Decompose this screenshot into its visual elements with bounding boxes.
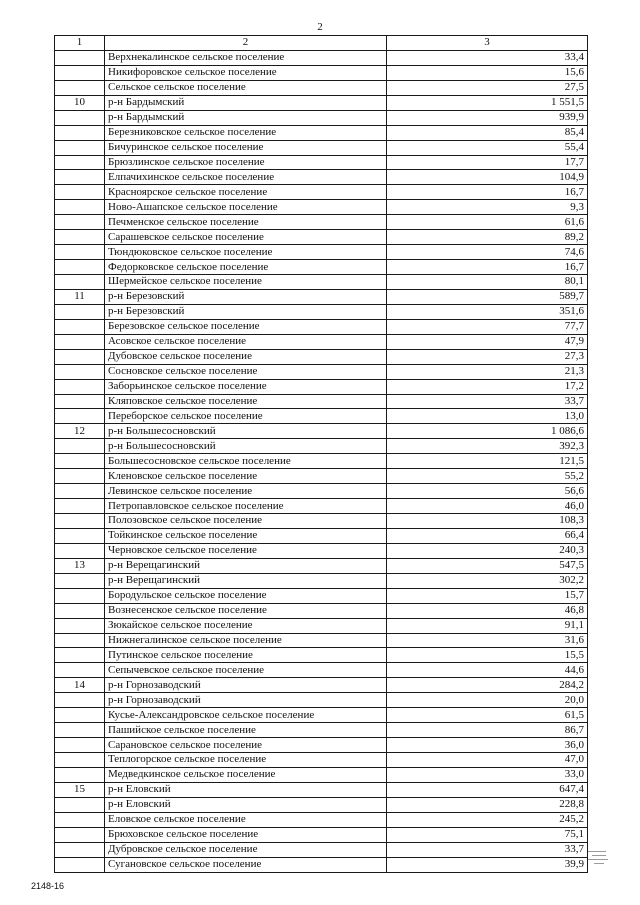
row-number — [55, 80, 105, 95]
row-name: р-н Большесосновский — [105, 439, 387, 454]
table-row — [55, 155, 588, 170]
row-number — [55, 65, 105, 80]
table-row — [55, 215, 588, 230]
row-value: 74,6 — [387, 245, 588, 260]
row-value: 589,7 — [387, 289, 588, 304]
table-row — [55, 95, 588, 110]
row-value: 77,7 — [387, 319, 588, 334]
row-value: 1 086,6 — [387, 424, 588, 439]
table-row — [55, 334, 588, 349]
row-number — [55, 543, 105, 558]
row-value: 33,7 — [387, 842, 588, 857]
table-row — [55, 499, 588, 514]
row-name: Сосновское сельское поселение — [105, 364, 387, 379]
row-number — [55, 603, 105, 618]
row-value: 547,5 — [387, 558, 588, 573]
row-number — [55, 215, 105, 230]
document-code: 2148-16 — [31, 881, 65, 891]
row-number — [55, 349, 105, 364]
table-row — [55, 648, 588, 663]
table-row — [55, 782, 588, 797]
table-row — [55, 753, 588, 768]
row-value: 351,6 — [387, 304, 588, 319]
row-value: 16,7 — [387, 260, 588, 275]
table-row — [55, 289, 588, 304]
row-value: 9,3 — [387, 200, 588, 215]
table-row — [55, 514, 588, 529]
row-name: Сепычевское сельское поселение — [105, 663, 387, 678]
table-row — [55, 170, 588, 185]
row-number — [55, 618, 105, 633]
row-name: Кленовское сельское поселение — [105, 469, 387, 484]
table-row — [55, 319, 588, 334]
row-name: Теплогорское сельское поселение — [105, 753, 387, 768]
table-row — [55, 80, 588, 95]
row-number: 11 — [55, 289, 105, 304]
row-name: Большесосновское сельское поселение — [105, 454, 387, 469]
row-value: 33,4 — [387, 50, 588, 65]
row-value: 55,2 — [387, 469, 588, 484]
row-number: 13 — [55, 558, 105, 573]
row-name: Федорковское сельское поселение — [105, 260, 387, 275]
row-name: Зюкайское сельское поселение — [105, 618, 387, 633]
table-row — [55, 558, 588, 573]
row-name: Петропавловское сельское поселение — [105, 499, 387, 514]
row-name: Заборьинское сельское поселение — [105, 379, 387, 394]
row-name: Черновское сельское поселение — [105, 543, 387, 558]
row-name: Медведкинское сельское поселение — [105, 767, 387, 782]
row-value: 15,5 — [387, 648, 588, 663]
scan-mark — [588, 848, 610, 878]
table-row — [55, 723, 588, 738]
row-name: р-н Бардымский — [105, 95, 387, 110]
row-number: 10 — [55, 95, 105, 110]
row-value: 284,2 — [387, 678, 588, 693]
row-number: 15 — [55, 782, 105, 797]
row-value: 44,6 — [387, 663, 588, 678]
row-number — [55, 170, 105, 185]
column-header-number: 1 — [55, 36, 105, 51]
table-row — [55, 528, 588, 543]
row-value: 16,7 — [387, 185, 588, 200]
row-number — [55, 50, 105, 65]
row-value: 121,5 — [387, 454, 588, 469]
row-value: 13,0 — [387, 409, 588, 424]
row-name: Шермейское сельское поселение — [105, 275, 387, 290]
row-number — [55, 230, 105, 245]
row-value: 108,3 — [387, 514, 588, 529]
table-row — [55, 573, 588, 588]
row-name: р-н Еловский — [105, 797, 387, 812]
row-name: Переборское сельское поселение — [105, 409, 387, 424]
row-number — [55, 842, 105, 857]
table-row — [55, 245, 588, 260]
row-name: Сарашевское сельское поселение — [105, 230, 387, 245]
row-number — [55, 260, 105, 275]
table-row — [55, 125, 588, 140]
table-body — [55, 50, 588, 872]
row-value: 46,0 — [387, 499, 588, 514]
row-number — [55, 275, 105, 290]
row-value: 66,4 — [387, 528, 588, 543]
row-number — [55, 723, 105, 738]
table-row — [55, 484, 588, 499]
column-header-name: 2 — [105, 36, 387, 51]
table-row — [55, 185, 588, 200]
row-value: 61,6 — [387, 215, 588, 230]
table-row — [55, 678, 588, 693]
row-name: р-н Горнозаводский — [105, 693, 387, 708]
row-value: 27,5 — [387, 80, 588, 95]
row-name: Сугановское сельское поселение — [105, 857, 387, 872]
table-row — [55, 304, 588, 319]
row-name: Нижнегалинское сельское поселение — [105, 633, 387, 648]
row-number — [55, 439, 105, 454]
row-number — [55, 319, 105, 334]
row-name: р-н Верещагинский — [105, 558, 387, 573]
table-row — [55, 827, 588, 842]
table-row — [55, 708, 588, 723]
row-name: Дубровское сельское поселение — [105, 842, 387, 857]
row-name: Путинское сельское поселение — [105, 648, 387, 663]
row-value: 245,2 — [387, 812, 588, 827]
table-row — [55, 842, 588, 857]
table-row — [55, 65, 588, 80]
table-row — [55, 543, 588, 558]
row-name: р-н Березовский — [105, 289, 387, 304]
table-row — [55, 693, 588, 708]
row-number — [55, 394, 105, 409]
table-row — [55, 140, 588, 155]
table-row — [55, 424, 588, 439]
row-value: 33,0 — [387, 767, 588, 782]
row-name: Левинское сельское поселение — [105, 484, 387, 499]
table-row — [55, 857, 588, 872]
table-row — [55, 663, 588, 678]
row-name: Верхнекалинское сельское поселение — [105, 50, 387, 65]
row-value: 15,6 — [387, 65, 588, 80]
row-value: 86,7 — [387, 723, 588, 738]
row-number — [55, 140, 105, 155]
table-row — [55, 633, 588, 648]
row-number — [55, 573, 105, 588]
row-number — [55, 528, 105, 543]
data-table — [54, 35, 588, 873]
row-number — [55, 648, 105, 663]
row-number — [55, 364, 105, 379]
row-name: Кусье-Александровское сельское поселение — [105, 708, 387, 723]
table-row — [55, 603, 588, 618]
row-name: Вознесенское сельское поселение — [105, 603, 387, 618]
row-number — [55, 693, 105, 708]
table-row — [55, 812, 588, 827]
row-name: Асовское сельское поселение — [105, 334, 387, 349]
row-number — [55, 200, 105, 215]
table-row — [55, 454, 588, 469]
row-name: Еловское сельское поселение — [105, 812, 387, 827]
row-value: 55,4 — [387, 140, 588, 155]
table-row — [55, 50, 588, 65]
row-number — [55, 753, 105, 768]
row-value: 20,0 — [387, 693, 588, 708]
row-number — [55, 499, 105, 514]
table-row — [55, 364, 588, 379]
row-name: Красноярское сельское поселение — [105, 185, 387, 200]
row-name: Березовское сельское поселение — [105, 319, 387, 334]
row-name: р-н Еловский — [105, 782, 387, 797]
row-value: 15,7 — [387, 588, 588, 603]
table-row — [55, 469, 588, 484]
row-number — [55, 633, 105, 648]
table-row — [55, 439, 588, 454]
row-number — [55, 454, 105, 469]
row-number — [55, 379, 105, 394]
row-number — [55, 484, 105, 499]
row-value: 47,0 — [387, 753, 588, 768]
row-number — [55, 334, 105, 349]
row-value: 27,3 — [387, 349, 588, 364]
table-row — [55, 394, 588, 409]
row-value: 17,7 — [387, 155, 588, 170]
row-number — [55, 125, 105, 140]
column-header-value: 3 — [387, 36, 588, 51]
row-name: Пашийское сельское поселение — [105, 723, 387, 738]
row-value: 36,0 — [387, 738, 588, 753]
row-name: Дубовское сельское поселение — [105, 349, 387, 364]
row-value: 17,2 — [387, 379, 588, 394]
row-value: 75,1 — [387, 827, 588, 842]
row-number — [55, 469, 105, 484]
row-name: Брюзлинское сельское поселение — [105, 155, 387, 170]
row-number — [55, 738, 105, 753]
row-number — [55, 514, 105, 529]
row-name: Полозовское сельское поселение — [105, 514, 387, 529]
row-name: р-н Березовский — [105, 304, 387, 319]
row-number — [55, 857, 105, 872]
row-value: 85,4 — [387, 125, 588, 140]
table-header-row — [55, 36, 588, 51]
row-number — [55, 663, 105, 678]
row-value: 647,4 — [387, 782, 588, 797]
row-name: Тойкинское сельское поселение — [105, 528, 387, 543]
row-value: 228,8 — [387, 797, 588, 812]
table-row — [55, 349, 588, 364]
row-name: Сарановское сельское поселение — [105, 738, 387, 753]
row-value: 47,9 — [387, 334, 588, 349]
row-value: 939,9 — [387, 110, 588, 125]
row-number — [55, 110, 105, 125]
row-value: 89,2 — [387, 230, 588, 245]
row-name: р-н Бардымский — [105, 110, 387, 125]
table-row — [55, 260, 588, 275]
page-number: 2 — [317, 21, 323, 33]
row-name: Елпачихинское сельское поселение — [105, 170, 387, 185]
row-name: Брюховское сельское поселение — [105, 827, 387, 842]
row-number — [55, 155, 105, 170]
row-number — [55, 409, 105, 424]
row-number — [55, 708, 105, 723]
row-name: р-н Верещагинский — [105, 573, 387, 588]
table-row — [55, 379, 588, 394]
row-value: 31,6 — [387, 633, 588, 648]
row-number — [55, 304, 105, 319]
row-value: 392,3 — [387, 439, 588, 454]
row-value: 302,2 — [387, 573, 588, 588]
table-row — [55, 588, 588, 603]
row-name: Кляповское сельское поселение — [105, 394, 387, 409]
row-value: 240,3 — [387, 543, 588, 558]
row-value: 56,6 — [387, 484, 588, 499]
row-number — [55, 185, 105, 200]
row-name: Печменское сельское поселение — [105, 215, 387, 230]
table-row — [55, 275, 588, 290]
row-number — [55, 588, 105, 603]
row-value: 91,1 — [387, 618, 588, 633]
row-number — [55, 245, 105, 260]
row-number — [55, 827, 105, 842]
table-row — [55, 797, 588, 812]
row-value: 21,3 — [387, 364, 588, 379]
row-name: р-н Большесосновский — [105, 424, 387, 439]
table-row — [55, 618, 588, 633]
row-name: Тюндюковское сельское поселение — [105, 245, 387, 260]
table-row — [55, 230, 588, 245]
row-name: Ново-Ашапское сельское поселение — [105, 200, 387, 215]
row-number — [55, 812, 105, 827]
row-name: Бородульское сельское поселение — [105, 588, 387, 603]
row-value: 61,5 — [387, 708, 588, 723]
row-name: Березниковское сельское поселение — [105, 125, 387, 140]
row-value: 1 551,5 — [387, 95, 588, 110]
table-row — [55, 409, 588, 424]
row-name: Никифоровское сельское поселение — [105, 65, 387, 80]
table-row — [55, 767, 588, 782]
row-number: 14 — [55, 678, 105, 693]
row-name: р-н Горнозаводский — [105, 678, 387, 693]
row-value: 33,7 — [387, 394, 588, 409]
row-number: 12 — [55, 424, 105, 439]
row-value: 80,1 — [387, 275, 588, 290]
row-value: 104,9 — [387, 170, 588, 185]
table-row — [55, 110, 588, 125]
row-name: Бичуринское сельское поселение — [105, 140, 387, 155]
row-value: 39,9 — [387, 857, 588, 872]
row-number — [55, 797, 105, 812]
table-row — [55, 738, 588, 753]
table-row — [55, 200, 588, 215]
row-number — [55, 767, 105, 782]
row-value: 46,8 — [387, 603, 588, 618]
row-name: Сельское сельское поселение — [105, 80, 387, 95]
